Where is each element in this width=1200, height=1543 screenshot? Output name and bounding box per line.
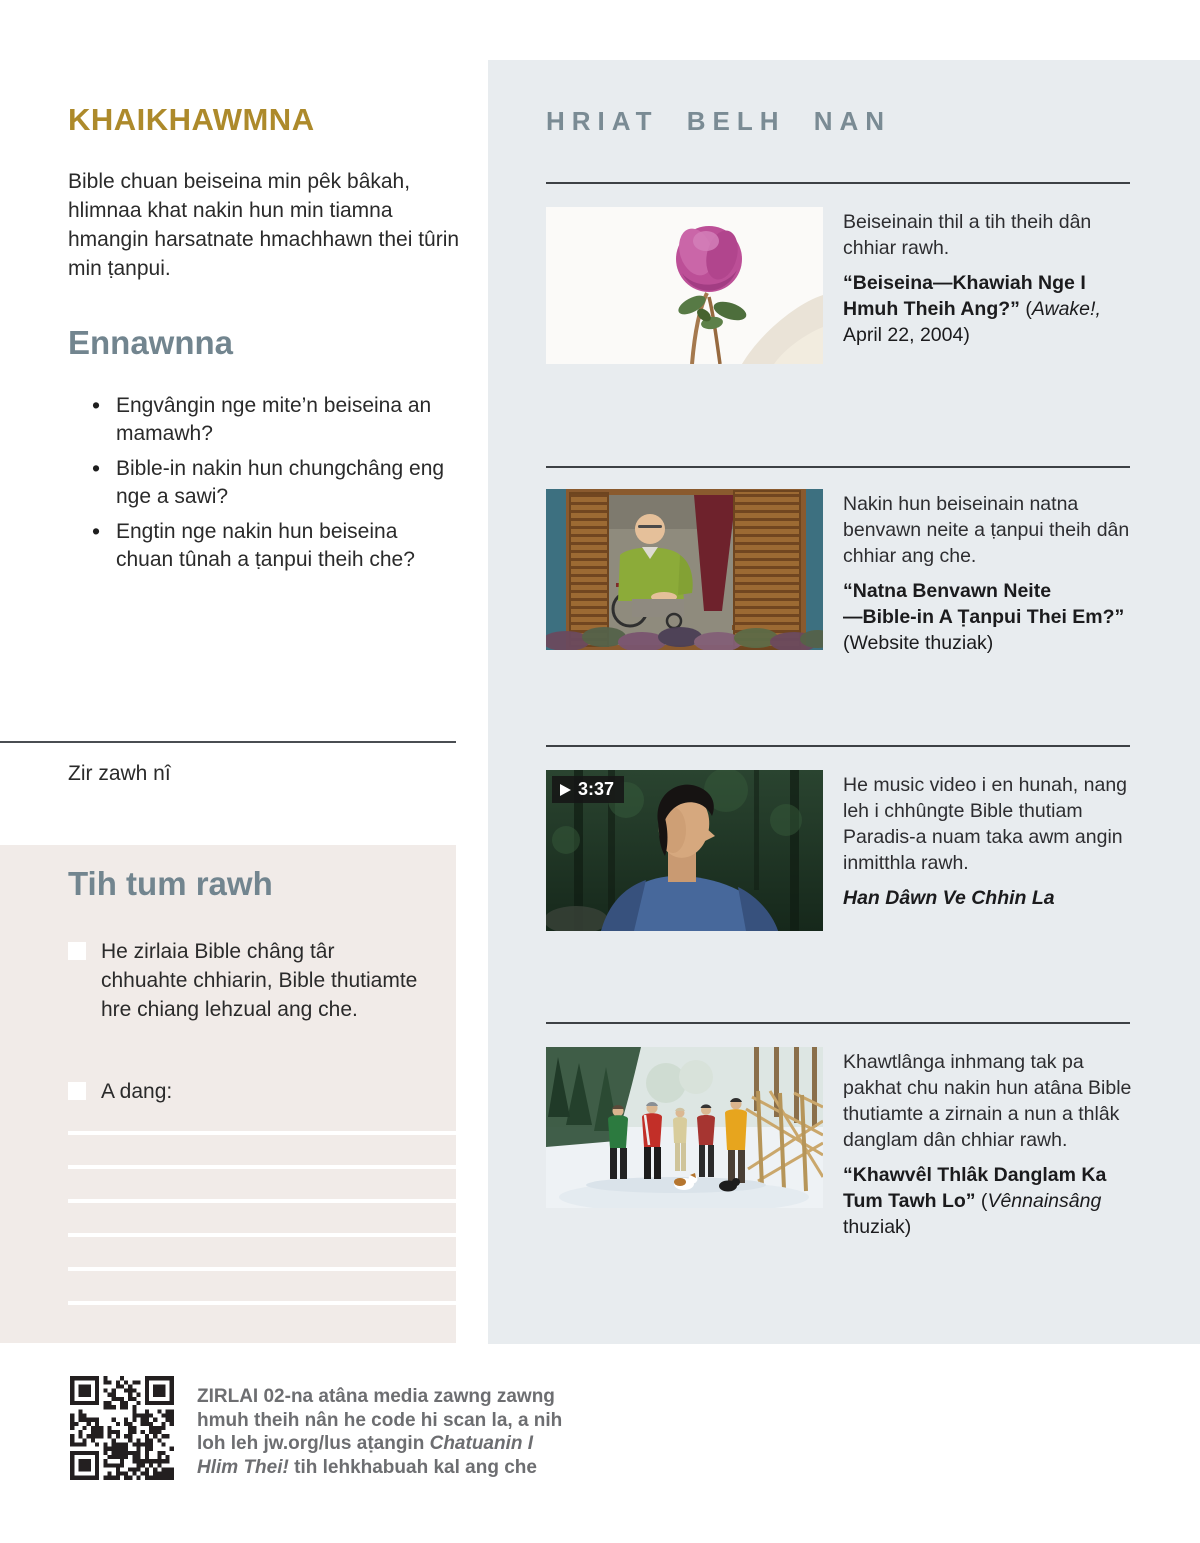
man-window-photo — [546, 489, 823, 650]
item-reference: “Beiseina—Khawiah Nge I Hmuh Theih Ang?” (Awake!, April 22, 2004) — [843, 272, 1101, 346]
write-line[interactable] — [68, 1131, 456, 1135]
flower-photo — [546, 207, 823, 364]
item-reference: “Natna Benvawn Neite —Bible-in A Ṭanpui Thei Em?” (Website thuziak) — [843, 580, 1125, 654]
item-description: Beiseinain thil a tih theih dân chhiar rawh. — [843, 211, 1092, 259]
resource-item-1 — [488, 207, 1200, 364]
item-reference: “Khawvêl Thlâk Danglam Ka Tum Tawh Lo” (Vênnainsâng thuziak) — [843, 1164, 1107, 1238]
play-icon — [560, 784, 571, 796]
goal-item-1 — [68, 937, 428, 1024]
panel-title: HRIAT BELH NAN — [546, 106, 892, 136]
resource-item-4 — [488, 1047, 1200, 1238]
hriat-belh-nan-panel — [488, 60, 1200, 1344]
video-thumbnail[interactable] — [546, 770, 823, 931]
item-description: He music video i en hunah, nang leh i chhûngte Bible thutiam Paradis-a nuam taka awm angin inmitthla rawh. — [843, 774, 1128, 874]
write-line[interactable] — [68, 1233, 456, 1237]
review-questions — [68, 392, 460, 581]
divider — [0, 741, 456, 743]
goal-heading: Tih tum rawh — [68, 865, 273, 902]
qr-code — [66, 1372, 178, 1484]
checkbox[interactable] — [68, 942, 86, 960]
item-description: Nakin hun beiseinain natna benvawn neite a ṭanpui theih dân chhiar ang che. — [843, 493, 1130, 567]
video-duration: 3:37 — [578, 779, 615, 799]
write-line[interactable] — [68, 1301, 456, 1305]
completion-date-label: Zir zawh nî — [68, 762, 171, 785]
resource-item-3 — [488, 770, 1200, 931]
winter-walk-photo — [546, 1047, 823, 1208]
resource-item-2 — [488, 489, 1200, 654]
item-reference: Han Dâwn Ve Chhin La — [843, 887, 1055, 909]
goal-item-label: A dang: — [101, 1080, 173, 1103]
qr-code-graphic — [66, 1372, 178, 1484]
divider — [546, 1022, 1130, 1024]
write-line[interactable] — [68, 1165, 456, 1169]
page-title: KHAIKHAWMNA — [68, 102, 315, 137]
goal-item-2 — [68, 1077, 428, 1106]
man-window-illustration — [546, 489, 823, 650]
intro-paragraph: Bible chuan beiseina min pêk bâkah, hlimnaa khat nakin hun min tiamna hmangin harsatnate hmachhawn thei tûrin min ṭanpui. — [68, 170, 460, 280]
review-question: • Engvângin nge mite’n beiseina an mamawh? — [68, 392, 460, 448]
item-description: Khawtlânga inhmang tak pa pakhat chu nakin hun atâna Bible thutiamte a zirnain a nun a thlâk danglam dân chhiar rawh. — [843, 1051, 1132, 1151]
winter-walk-illustration — [546, 1047, 823, 1208]
qr-instructions: ZIRLAI 02-na atâna media zawng zawng hmuh theih nân he code hi scan la, a nih loh leh jw.org/lus aṭangin Chatuanin I Hlim Thei! tih lehkhabuah kal ang che — [197, 1386, 563, 1478]
divider — [546, 182, 1130, 184]
review-question: • Engtin nge nakin hun beiseina chuan tûnah a ṭanpui theih che? — [68, 518, 460, 574]
divider — [546, 745, 1130, 747]
write-line[interactable] — [68, 1267, 456, 1271]
goal-item-label: He zirlaia Bible châng târ chhuahte chhiarin, Bible thutiamte hre chiang lehzual ang che. — [101, 940, 418, 1021]
goal-box — [0, 845, 456, 1343]
checkbox[interactable] — [68, 1082, 86, 1100]
divider — [546, 466, 1130, 468]
review-heading: Ennawnna — [68, 324, 234, 361]
video-duration-badge — [552, 776, 624, 803]
flower-illustration — [546, 207, 823, 364]
write-line[interactable] — [68, 1199, 456, 1203]
review-question: • Bible-in nakin hun chungchâng eng nge a sawi? — [68, 455, 460, 511]
